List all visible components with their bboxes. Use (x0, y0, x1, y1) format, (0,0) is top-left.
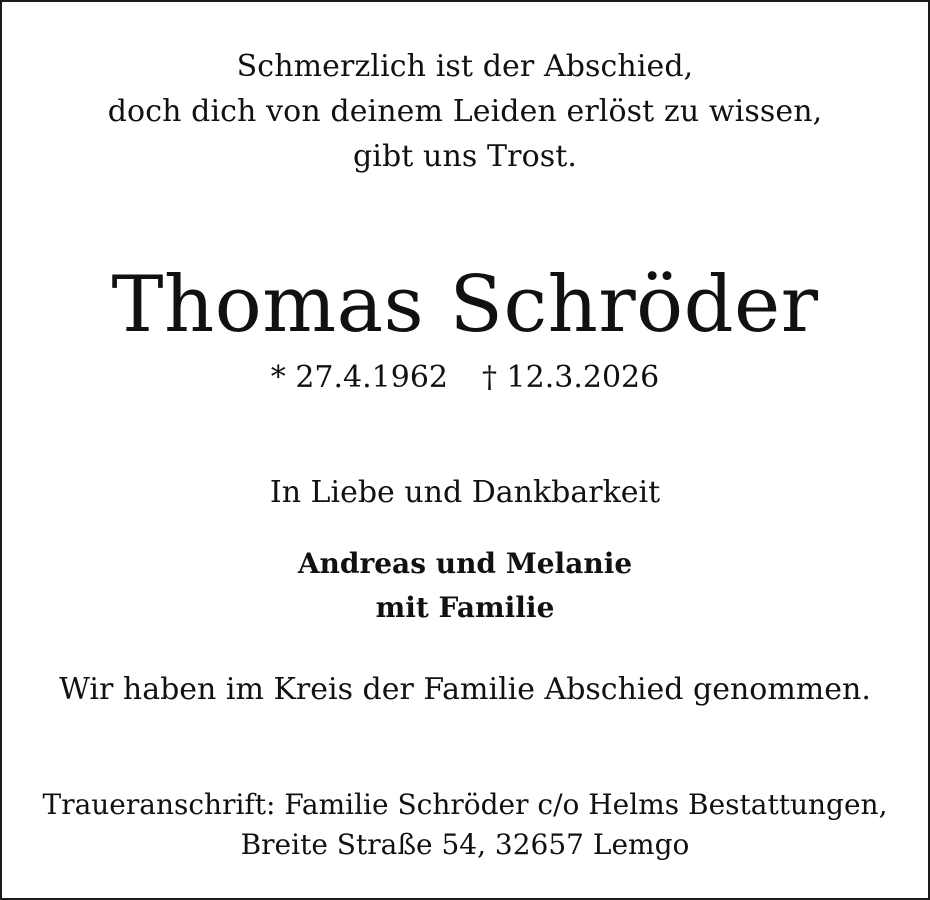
mourners-line-1: Andreas und Melanie (297, 547, 633, 580)
dedication: In Liebe und Dankbarkeit (269, 475, 661, 510)
deceased-name: Thomas Schröder (111, 260, 819, 350)
motto-line-2: doch dich von deinem Leiden erlöst zu wissen, (107, 94, 823, 129)
death-date: † 12.3.2026 (482, 360, 660, 395)
farewell-note: Wir haben im Kreis der Familie Abschied genommen. (59, 672, 871, 707)
life-dates (2, 360, 928, 395)
address-line-1: Traueranschrift: Familie Schröder c/o Helms Bestattungen, (42, 788, 888, 821)
address-line-2: Breite Straße 54, 32657 Lemgo (240, 828, 690, 861)
birth-date: * 27.4.1962 (270, 360, 448, 395)
mourners-line-2: mit Familie (375, 591, 555, 624)
motto-line-3: gibt uns Trost. (352, 139, 578, 174)
motto-line-1: Schmerzlich ist der Abschied, (236, 49, 694, 84)
